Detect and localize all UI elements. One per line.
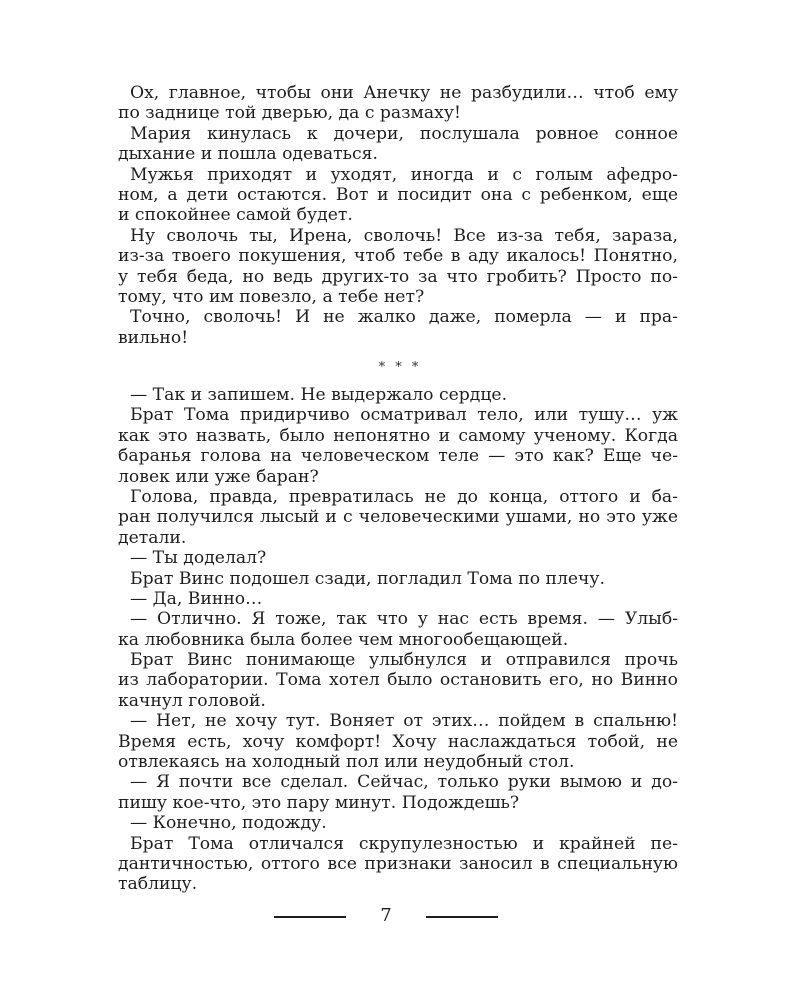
text-line: ловек или уже баран? [118, 466, 319, 487]
text-line: Мария кинулась к дочери, послушала ровное сонное [130, 123, 678, 144]
text-line: Ох, главное, чтобы они Анечку не разбудили… чтоб ему [130, 83, 678, 103]
text-line: тому, что им повезло, а тебе нет? [118, 286, 425, 307]
text-line: как это назвать, было непонятно и самому ученому. Когда [118, 425, 678, 446]
text-line: дантичностью, оттого все признаки заносил в специальную [118, 853, 678, 874]
text-line: Брат Тома отличался скрупулезностью и крайней пе- [130, 833, 678, 854]
scene-separator: * * * [378, 360, 422, 375]
text-line: — Отлично. Я тоже, так что у нас есть время. — Улыб- [130, 609, 678, 630]
text-line: Время есть, хочу комфорт! Хочу наслаждаться тобой, не [118, 731, 678, 752]
text-line: у тебя беда, но ведь других-то за что гробить? Просто по- [118, 266, 678, 287]
text-line: — Так и запишем. Не выдержало сердце. [130, 385, 508, 405]
text-line: баранья голова на человеческом теле — это как? Еще че- [118, 446, 678, 467]
text-line: качнул головой. [118, 690, 266, 711]
text-line: — Нет, не хочу тут. Воняет от этих… пойдем в спальню! [130, 711, 678, 732]
text-line: вильно! [118, 327, 189, 348]
text-line: Ну сволочь ты, Ирена, сволочь! Все из-за тебя, зараза, [130, 225, 678, 246]
footer-rule-left [274, 916, 346, 918]
text-line: ка любовника была более чем многообещающей. [118, 629, 569, 650]
text-line: ном, а дети остаются. Вот и посидит она с ребенком, еще [118, 184, 678, 205]
text-line: Голова, правда, превратилась не до конца, оттого и ба- [130, 486, 678, 507]
text-line: — Я почти все сделал. Сейчас, только руки вымою и до- [130, 772, 678, 793]
text-line: Брат Винс понимающе улыбнулся и отправился прочь [130, 650, 678, 671]
text-line: таблицу. [118, 874, 198, 895]
text-line: из лаборатории. Тома хотел было остановить его, но Винно [118, 670, 678, 691]
text-line: отвлекаясь на холодный пол или неудобный стол. [118, 752, 575, 773]
text-line: Брат Тома придирчиво осматривал тело, или тушу… уж [130, 405, 678, 426]
text-line: — Конечно, подожду. [130, 813, 327, 834]
text-line: дыхание и пошла одеваться. [118, 144, 378, 165]
text-line: Точно, сволочь! И не жалко даже, померла — и пра- [130, 307, 678, 328]
text-line: из-за твоего покушения, чтоб тебе в аду икалось! Понятно, [118, 246, 678, 267]
text-line: и спокойнее самой будет. [118, 205, 353, 226]
text-line: по заднице той дверью, да с размаху! [118, 103, 461, 124]
text-line: — Ты доделал? [130, 548, 267, 569]
passage-bottom [118, 385, 678, 895]
text-line: — Да, Винно… [130, 588, 263, 609]
text-line: детали. [118, 527, 187, 548]
page-number: 7 [380, 905, 392, 926]
text-line: Брат Винс подошел сзади, погладил Тома по плечу. [130, 568, 605, 589]
footer-rule-right [426, 916, 498, 918]
passage-top [118, 83, 678, 348]
text-line: Мужья приходят и уходят, иногда и с голым афедро- [130, 164, 678, 185]
text-line: ран получился лысый и с человеческими ушами, но это уже [118, 507, 678, 528]
text-line: пишу кое-что, это пару минут. Подождешь? [118, 792, 520, 813]
page-footer [0, 904, 800, 928]
